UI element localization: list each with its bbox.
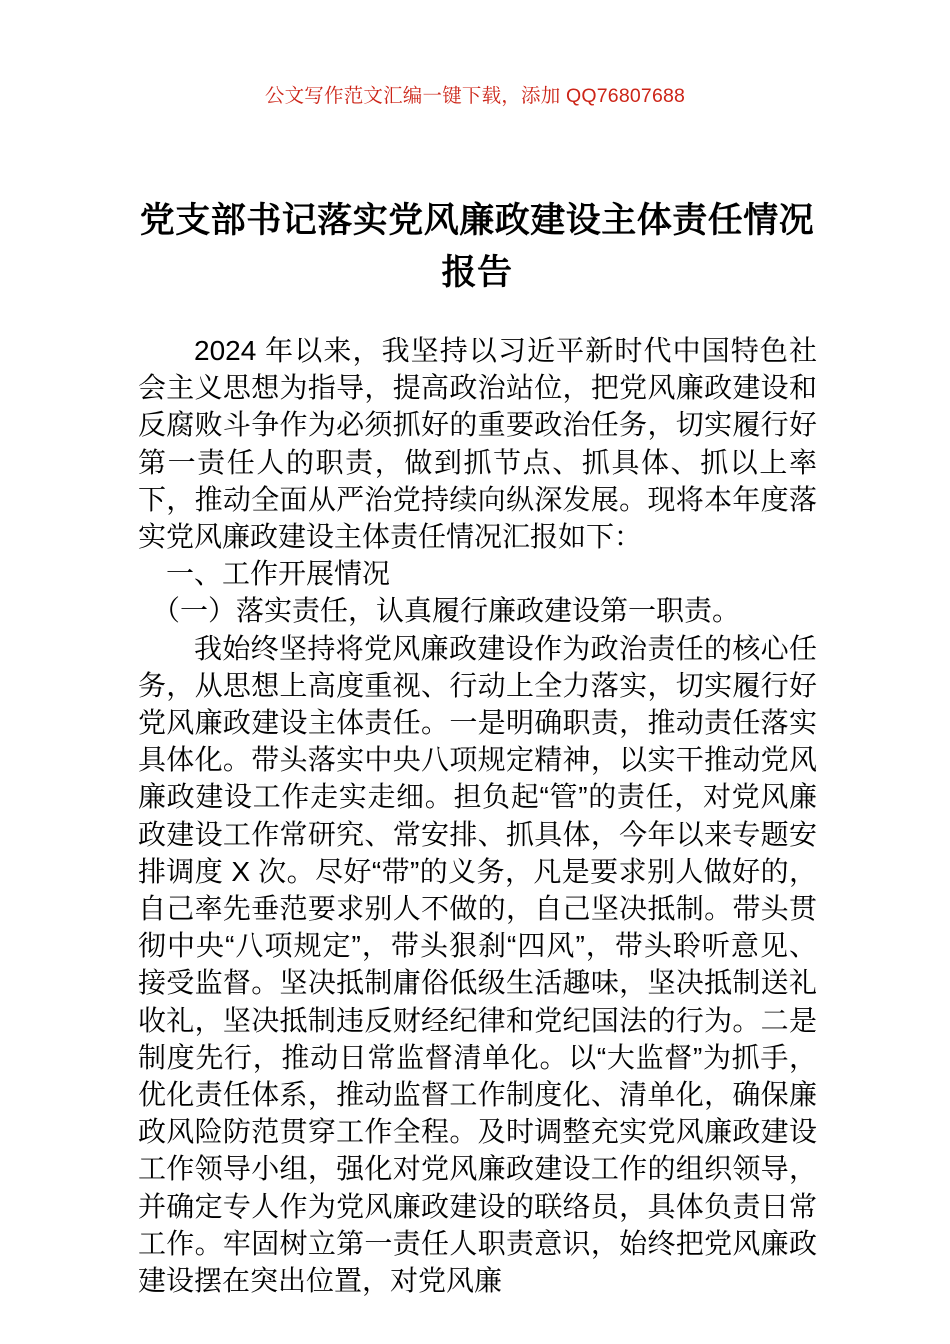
body-paragraph-1: 我始终坚持将党风廉政建设作为政治责任的核心任务，从思想上高度重视、行动上全力落实，切实履行好党风廉政建设主体责任。一是明确职责，推动责任落实具体化。带头落实中央八项规定精神，以实干推动党风廉政建设工作走实走细。担负起“管”的责任，对党风廉政建设工作常研究、常安排、抓具体，今年以来专题安排调度 X 次。尽好“带”的义务，凡是要求别人做好的，自己率先垂范要求别人不做的，自己坚决抵制。带头贯彻中央“八项规定”，带头狠刹“四风”，带头聆听意见、接受监督。坚决抵制庸俗低级生活趣味，坚决抵制送礼收礼，坚决抵制违反财经纪律和党纪国法的行为。二是制度先行，推动日常监督清单化。以“大监督”为抓手，优化责任体系，推动监督工作制度化、清单化，确保廉政风险防范贯穿工作全程。及时调整充实党风廉政建设工作领导小组，强化对党风廉政建设工作的组织领导，并确定专人作为党风廉政建设的联络员，具体负责日常工作。牢固树立第一责任人职责意识，始终把党风廉政建设摆在突出位置，对党风廉 [138, 632, 817, 1297]
document-title: 党支部书记落实党风廉政建设主体责任情况报告 [139, 201, 815, 293]
section-heading-1: 一、工作开展情况 [166, 558, 391, 590]
subsection-heading-1-1: （一）落实责任，认真履行廉政建设第一职责。 [152, 595, 741, 627]
opening-paragraph: 2024 年以来，我坚持以习近平新时代中国特色社会主义思想为指导，提高政治站位，把党风廉政建设和反腐败斗争作为必须抓好的重要政治任务，切实履行好第一责任人的职责，做到抓节点、抓具体、抓以上率下，推动全面从严治党持续向纵深发展。现将本年度落实党风廉政建设主体责任情况汇报如下： [138, 335, 817, 553]
promo-header-text: 公文写作范文汇编一键下载，添加 QQ76807688 [264, 85, 686, 107]
document-body [138, 332, 817, 1299]
